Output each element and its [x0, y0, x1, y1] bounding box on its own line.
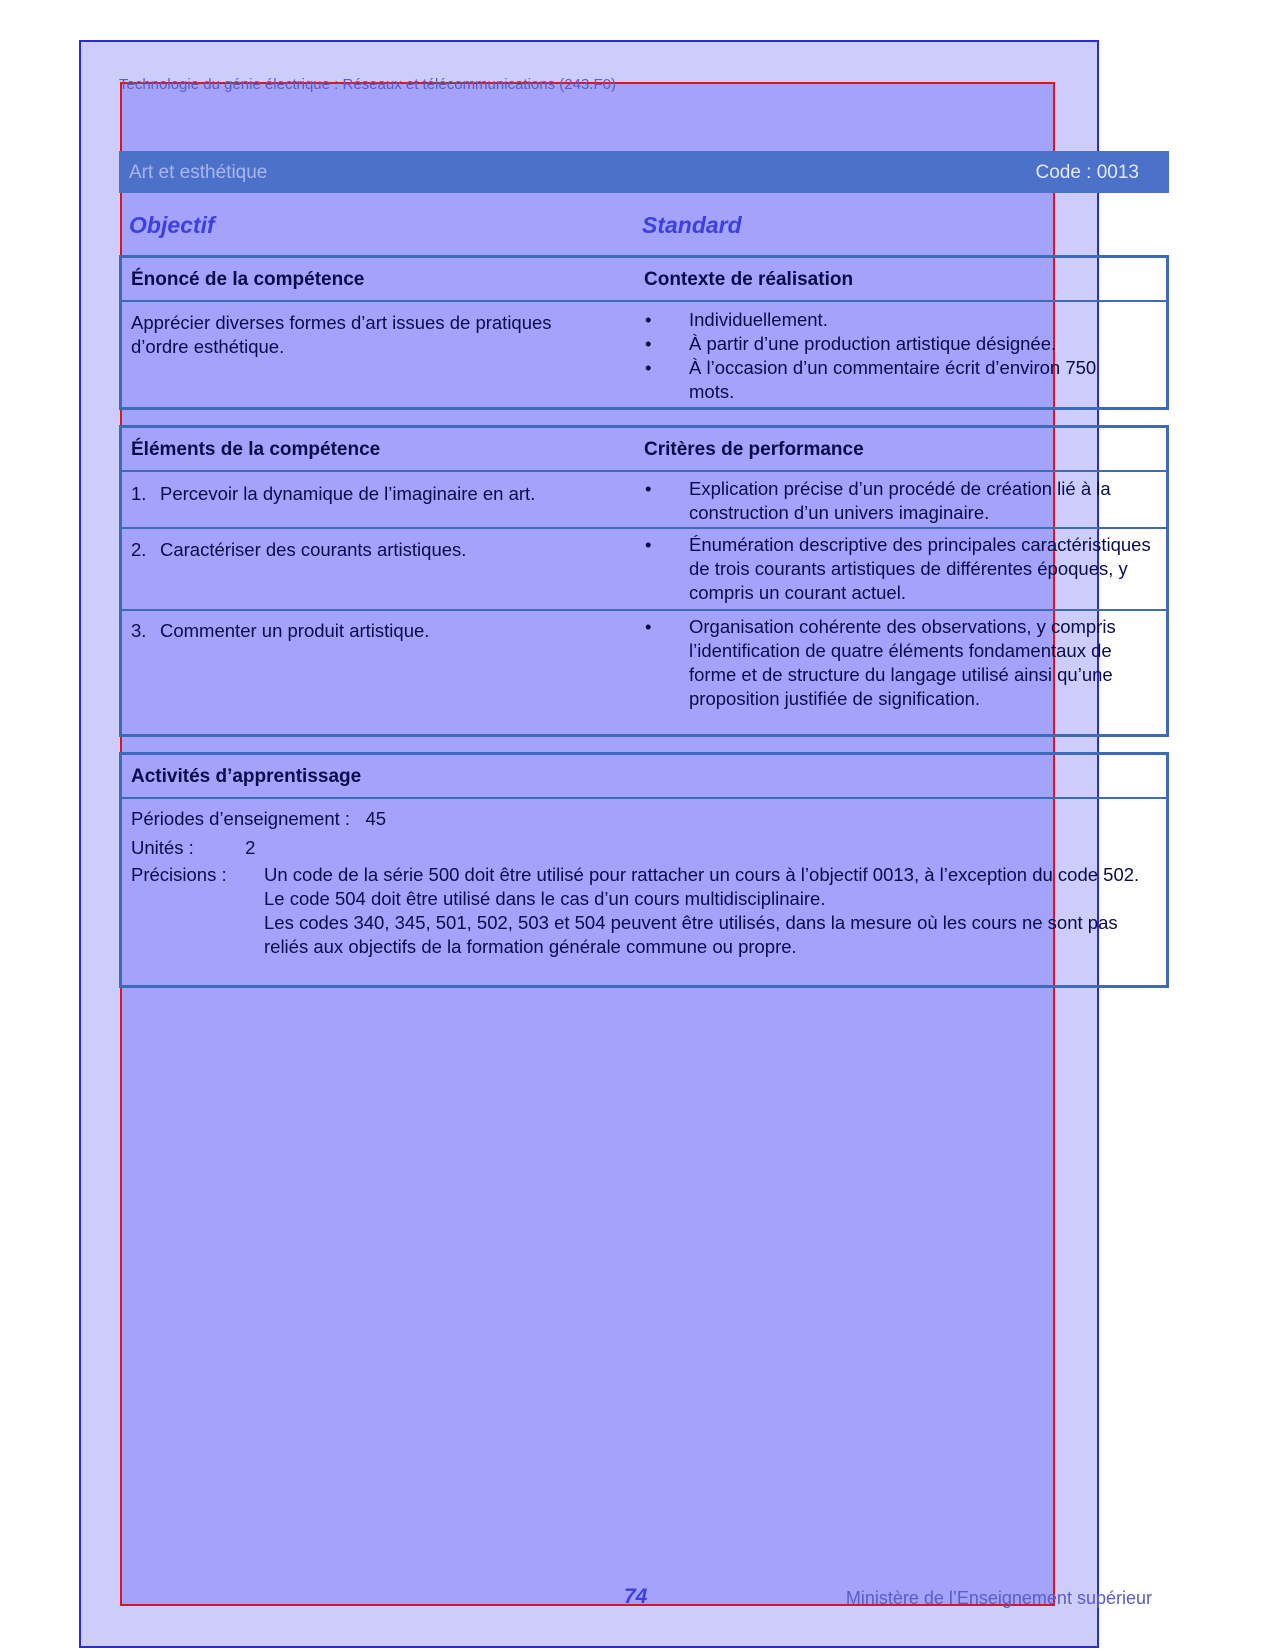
standard-column-heading: Standard — [642, 212, 742, 238]
course-code: Code : 0013 — [1035, 162, 1139, 183]
element-row — [122, 611, 1166, 739]
element-text — [131, 538, 631, 562]
bullet-icon: • — [645, 357, 652, 378]
context-item — [644, 308, 1154, 332]
element-text — [131, 619, 631, 643]
elements-section-header — [122, 428, 1166, 472]
competence-section-header — [122, 258, 1166, 302]
criterion-bullet — [644, 533, 1154, 605]
context-item-text: À partir d’une production artistique désignée. — [689, 333, 1057, 354]
element-row — [122, 472, 1166, 529]
criterion-text: Énumération descriptive des principales caractéristiques de trois courants artistiques de différentes époques, y compris un courant actuel. — [689, 534, 1151, 603]
bullet-icon: • — [645, 333, 652, 354]
criterion-bullet — [644, 477, 1154, 525]
element-number: 3. — [131, 620, 147, 641]
ministry-footer: Ministère de l’Enseignement supérieur — [845, 1588, 1152, 1608]
bullet-icon: • — [645, 478, 652, 499]
bullet-icon: • — [645, 309, 652, 330]
context-heading: Contexte de réalisation — [644, 269, 854, 290]
competence-statement-heading: Énoncé de la compétence — [131, 269, 365, 290]
element-label: Commenter un produit artistique. — [160, 620, 430, 641]
units: Unités : 2 — [131, 837, 256, 858]
course-title-bar — [119, 151, 1169, 193]
bullet-icon: • — [645, 616, 652, 637]
objective-column-heading: Objectif — [129, 212, 215, 238]
context-item-text: Individuellement. — [689, 309, 828, 330]
criterion-text: Explication précise d’un procédé de création lié à la construction d’un univers imaginaire. — [689, 478, 1111, 523]
precisions-list — [264, 863, 1164, 959]
context-item — [644, 356, 1119, 404]
teaching-periods: Périodes d’enseignement : 45 — [131, 808, 387, 829]
context-item — [644, 332, 1154, 356]
precision-item: Un code de la série 500 doit être utilisé pour rattacher un cours à l’objectif 0013, à l’exception du code 502. — [264, 864, 1140, 885]
course-title: Art et esthétique — [129, 162, 268, 183]
element-label: Percevoir la dynamique de l’imaginaire en art. — [160, 483, 536, 504]
elements-section — [119, 425, 1169, 737]
context-item-text: À l’occasion d’un commentaire écrit d’environ 750 mots. — [689, 357, 1097, 402]
element-text — [131, 482, 631, 506]
activities-heading: Activités d’apprentissage — [131, 766, 362, 787]
criterion-item — [644, 533, 1154, 605]
context-list — [644, 308, 1154, 404]
precision-item: Le code 504 doit être utilisé dans le cas d’un cours multidisciplinaire. — [264, 888, 826, 909]
activities-section-header — [122, 755, 1166, 799]
element-row — [122, 529, 1166, 611]
criterion-text: Organisation cohérente des observations, y compris l’identification de quatre éléments fondamentaux de forme et de structure du langage utilisé ainsi qu’une proposition justifiée de signification. — [689, 616, 1116, 709]
activities-section — [119, 752, 1169, 988]
criterion-bullet — [644, 615, 1154, 711]
precisions-label: Précisions : — [131, 864, 227, 885]
element-number: 2. — [131, 539, 147, 560]
program-header: Technologie du génie électrique : Réseaux et télécommunications (243.F0) — [119, 76, 616, 93]
element-label: Caractériser des courants artistiques. — [160, 539, 467, 560]
competence-statement: Apprécier diverses formes d’art issues de pratiques d’ordre esthétique. — [131, 312, 552, 357]
elements-heading: Éléments de la compétence — [131, 439, 381, 460]
criterion-item — [644, 615, 1154, 711]
page-number: 74 — [624, 1585, 648, 1608]
competence-section — [119, 255, 1169, 410]
precision-item: Les codes 340, 345, 501, 502, 503 et 504 peuvent être utilisés, dans la mesure où les cours ne sont pas reliés aux objectifs de la formation générale commune ou propre. — [264, 912, 1118, 957]
criteria-heading: Critères de performance — [644, 439, 864, 460]
criterion-item — [644, 477, 1154, 525]
element-number: 1. — [131, 483, 147, 504]
bullet-icon: • — [645, 534, 652, 555]
